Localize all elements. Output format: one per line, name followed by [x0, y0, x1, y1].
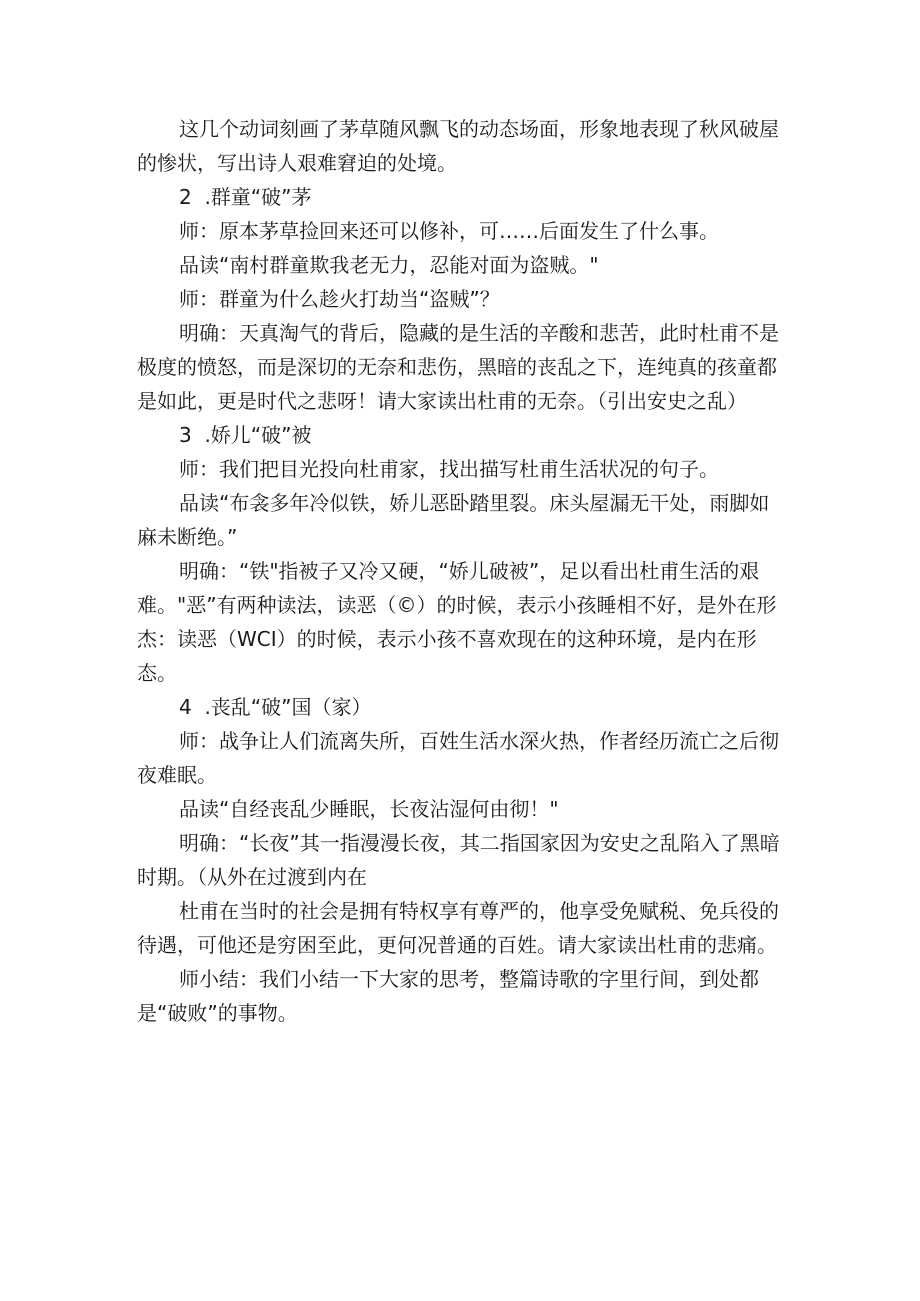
paragraph-teacher-question-2: 师：群童为什么趁火打劫当“盗贼”？	[179, 287, 500, 311]
heading-chaos-break-nation: 4 .丧乱“破”国（家）	[179, 695, 372, 719]
paragraph-reading-3: 品读“自经丧乱少睡眠，长夜沾湿何由彻！"	[179, 797, 559, 821]
paragraph-clarify-3: 明确：“长夜”其一指漫漫长夜，其二指国家因为安史之乱陷入了黑暗时期。（从外在过渡到内在	[137, 831, 780, 889]
heading-child-break-quilt: 3 .娇儿“破”被	[179, 423, 312, 447]
paragraph-clarify-2: 明确：“铁"指被子又冷又硬，“娇儿破被”，足以看出杜甫生活的艰难。"恶”有两种读法，读恶（©）的时候，表示小孩睡相不好，是外在形杰：读恶（WCI）的时候，表示小孩不喜欢现在的这种环境，是内在形态。	[137, 559, 777, 685]
paragraph-teacher-question-4: 师：战争让人们流离失所，百姓生活水深火热，作者经历流亡之后彻夜难眠。	[137, 729, 779, 787]
paragraph-reading-1: 品读“南村群童欺我老无力，忍能对面为盗贼。"	[179, 253, 599, 277]
paragraph-clarify-1: 明确：天真淘气的背后，隐藏的是生活的辛酸和悲苦，此时杜甫不是极度的愤怒，而是深切的无奈和悲伤，黑暗的丧乱之下，连纯真的孩童都是如此，更是时代之悲呀！请大家读出杜甫的无奈。（引出安史之乱）	[137, 321, 779, 413]
paragraph-reading-2: 品读“布衾多年冷似铁，娇儿恶卧踏里裂。床头屋漏无干处，雨脚如麻未断绝。”	[137, 491, 770, 549]
document-body	[137, 112, 785, 1030]
paragraph-teacher-question-1: 师：原本茅草捡回来还可以修补，可……后面发生了什么事。	[179, 219, 719, 243]
paragraph-teacher-summary: 师小结：我们小结一下大家的思考，整篇诗歌的字里行间，到处都是“破败”的事物。	[137, 967, 759, 1025]
paragraph-verbs-summary: 这几个动词刻画了茅草随风飘飞的动态场面，形象地表现了秋风破屋的惨状，写出诗人艰难窘迫的处境。	[137, 117, 779, 175]
heading-children-break-thatch: 2 .群童“破”茅	[179, 185, 312, 209]
paragraph-du-fu-status: 杜甫在当时的社会是拥有特权享有尊严的，他享受免赋税、免兵役的待遇，可他还是穷困至此，更何况普通的百姓。请大家读出杜甫的悲痛。	[137, 899, 779, 957]
paragraph-teacher-question-3: 师：我们把目光投向杜甫家，找出描写杜甫生活状况的句子。	[179, 457, 719, 481]
